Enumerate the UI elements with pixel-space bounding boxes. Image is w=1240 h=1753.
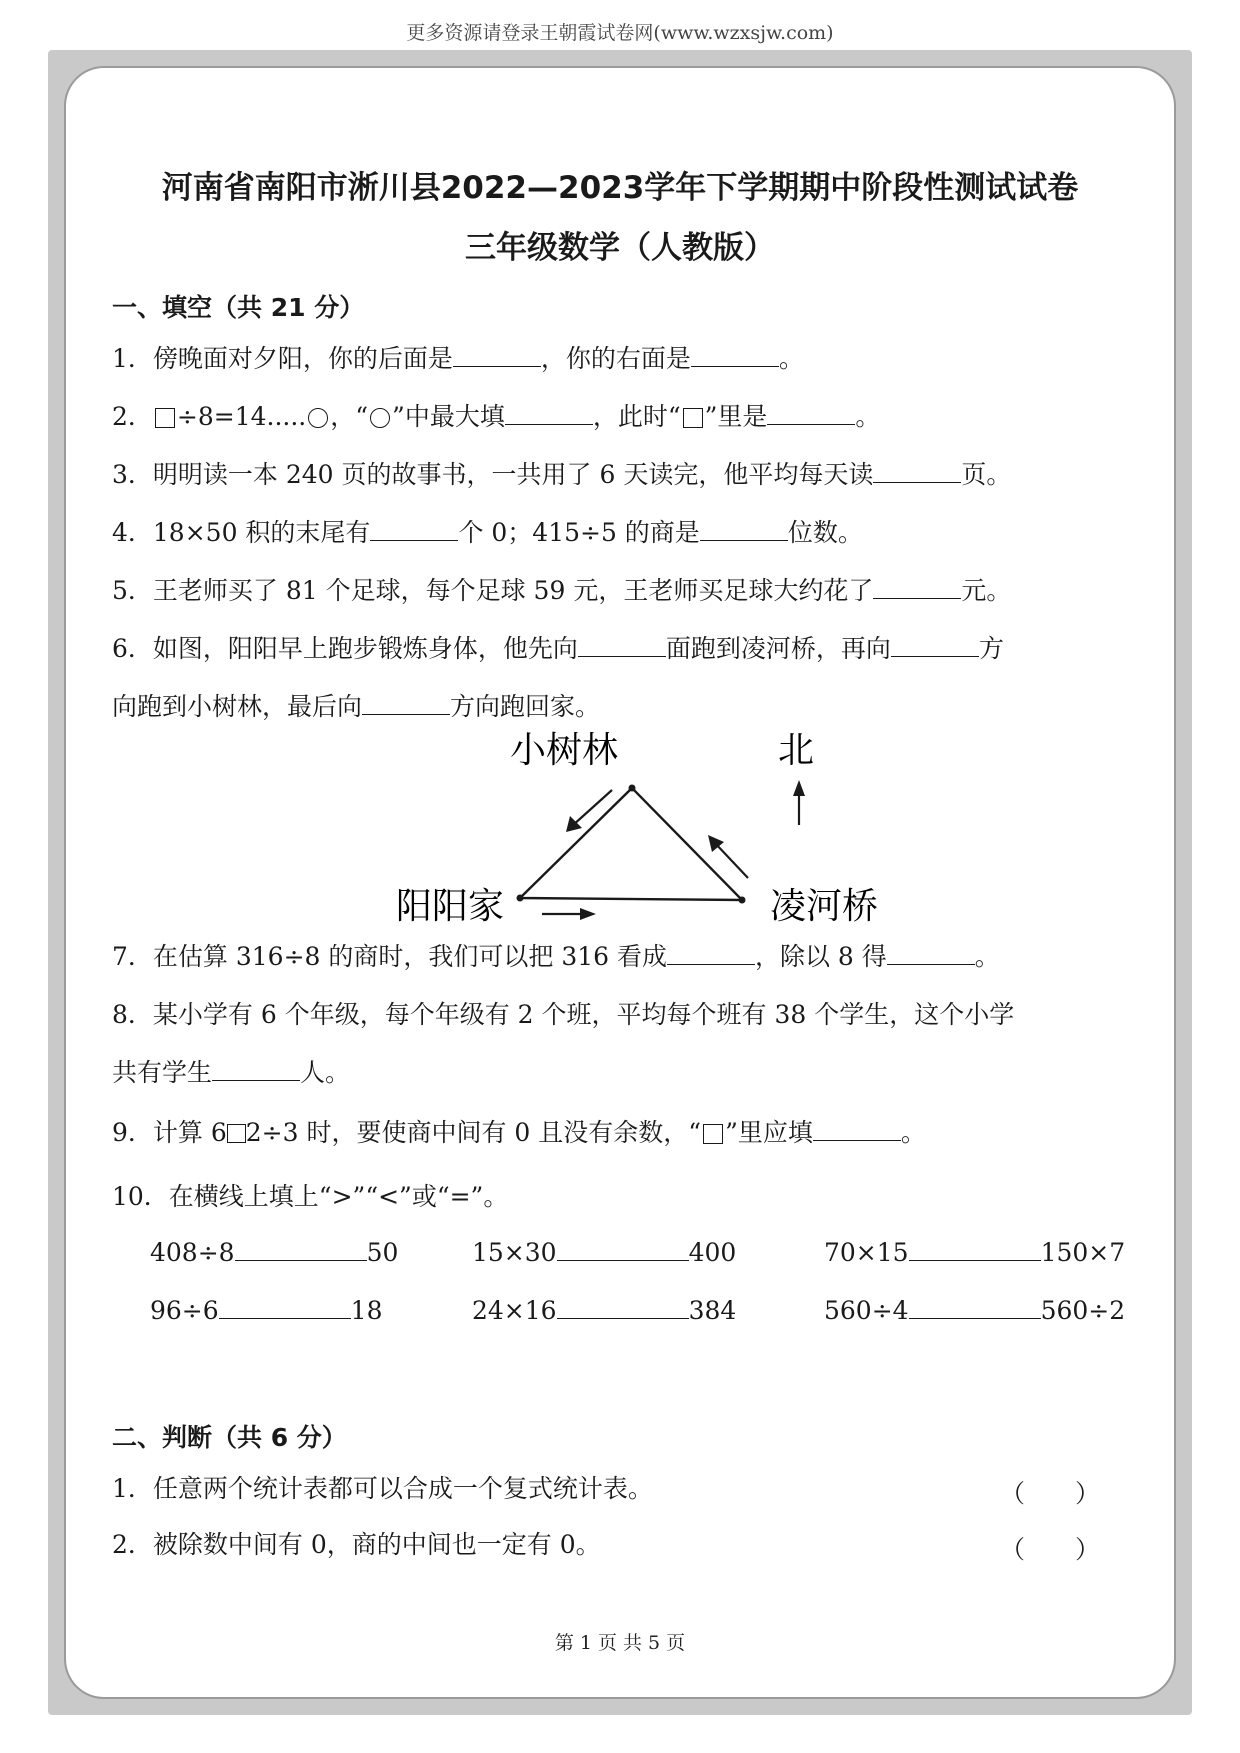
compare-right: 400 [688,1238,737,1267]
label-forest: 小树林 [510,730,619,771]
q9-text-d: 。 [900,1118,926,1147]
answer-blank[interactable] [212,1060,300,1081]
square-symbol [227,1124,246,1143]
exam-title: 河南省南阳市淅川县2022—2023学年下学期期中阶段性测试试卷 [161,170,1079,206]
q6-text-b: 面跑到凌河桥，再向 [665,634,891,663]
q2-text-a: 2． [112,402,153,431]
answer-blank[interactable] [873,578,961,599]
square-symbol [155,408,175,428]
answer-blank[interactable] [891,636,979,657]
compare-left: 560÷4 [824,1296,909,1325]
square-symbol [683,408,703,428]
judge-answer-box[interactable]: （ ） [1000,1535,1101,1564]
answer-blank[interactable] [667,944,755,965]
q2-text-e: ，此时“ [592,402,681,431]
answer-blank[interactable] [370,520,458,541]
compare-left: 96÷6 [150,1296,219,1325]
answer-blank[interactable] [235,1240,367,1261]
question-3 [112,460,1132,490]
q2-text-d: ”中最大填 [392,402,505,431]
circle-symbol [370,408,390,428]
compare-item [472,1296,736,1325]
arrow-east-icon [542,908,596,920]
compare-item [824,1238,1125,1267]
compare-right: 560÷2 [1040,1296,1126,1325]
q1-text-b: ，你的右面是 [540,344,691,373]
answer-blank[interactable] [700,520,788,541]
q4-text-b: 个 0；415÷5 的商是 [458,518,700,547]
bridge-point [739,897,746,904]
label-north: 北 [778,730,815,771]
compare-right: 50 [366,1238,399,1267]
question-6-line-1 [112,634,1132,664]
q8-text-a: 8．某小学有 6 个年级，每个年级有 2 个班，平均每个班有 38 个学生，这个小学 [112,1000,1015,1029]
question-5 [112,576,1132,606]
compare-item [472,1238,736,1267]
judge-item-1 [112,1474,1132,1504]
circle-symbol [308,408,328,428]
answer-blank[interactable] [578,636,666,657]
answer-blank[interactable] [557,1298,689,1319]
arrow-up-north-icon [793,780,805,825]
route-triangle [520,788,742,900]
square-symbol [703,1124,723,1144]
judge-text: 2．被除数中间有 0，商的中间也一定有 0。 [112,1530,601,1559]
answer-blank[interactable] [453,346,541,367]
compare-item [150,1238,398,1267]
label-bridge: 凌河桥 [770,886,879,927]
home-point [517,895,524,902]
page-footer: 第 1 页 共 5 页 [554,1632,686,1654]
compare-left: 70×15 [824,1238,909,1267]
route-diagram [390,728,910,938]
q6-text-d: 向跑到小树林，最后向 [112,692,363,721]
judge-text: 1．任意两个统计表都可以合成一个复式统计表。 [112,1474,653,1503]
answer-blank[interactable] [813,1120,901,1141]
q3-text-b: 页。 [961,460,1012,489]
answer-blank[interactable] [767,404,855,425]
arrow-southwest-icon [566,790,612,832]
answer-blank[interactable] [909,1298,1041,1319]
q2-text-c: ，“ [330,402,369,431]
q1-text-a: 1．傍晚面对夕阳，你的后面是 [112,344,453,373]
exam-subtitle: 三年级数学（人教版） [465,230,775,266]
q6-text-e: 方向跑回家。 [450,692,601,721]
judge-answer-box[interactable]: （ ） [1000,1479,1101,1508]
question-8-line-2 [112,1058,1132,1088]
question-6-line-2 [112,692,1132,722]
answer-blank[interactable] [557,1240,689,1261]
header-banner: 更多资源请登录王朝霞试卷网(www.wzxsjw.com) [406,22,834,44]
question-8-line-1 [112,1000,1132,1030]
q2-text-g: 。 [855,402,881,431]
compare-item [824,1296,1125,1325]
compare-item [150,1296,382,1325]
compare-right: 384 [688,1296,737,1325]
compare-left: 408÷8 [150,1238,235,1267]
compare-left: 24×16 [472,1296,557,1325]
answer-blank[interactable] [219,1298,351,1319]
label-home: 阳阳家 [396,886,505,927]
answer-blank[interactable] [887,944,975,965]
answer-blank[interactable] [505,404,593,425]
forest-point [629,785,636,792]
answer-blank[interactable] [362,694,450,715]
compare-right: 150×7 [1040,1238,1126,1267]
section2-heading: 二、判断（共 6 分） [112,1423,347,1452]
question-9 [112,1118,1132,1148]
compare-right: 18 [350,1296,383,1325]
question-4 [112,518,1132,548]
q2-text-b: ÷8=14..... [176,402,307,431]
q1-text-c: 。 [778,344,804,373]
q6-text-c: 方 [978,634,1004,663]
q5-text-b: 元。 [961,576,1012,605]
q3-text-a: 3．明明读一本 240 页的故事书，一共用了 6 天读完，他平均每天读 [112,460,874,489]
q10-text: 10．在横线上填上“>”“<”或“=”。 [112,1182,509,1211]
answer-blank[interactable] [873,462,961,483]
question-1 [112,344,1132,374]
section1-heading: 一、填空（共 21 分） [112,293,365,322]
answer-blank[interactable] [909,1240,1041,1261]
q7-text-c: 。 [974,942,1000,971]
answer-blank[interactable] [691,346,779,367]
question-7 [112,942,1132,972]
q9-text-c: ”里应填 [725,1118,813,1147]
q8-text-c: 人。 [300,1058,351,1087]
q6-text-a: 6．如图，阳阳早上跑步锻炼身体，他先向 [112,634,578,663]
q4-text-a: 4．18×50 积的末尾有 [112,518,371,547]
q7-text-b: ，除以 8 得 [754,942,887,971]
judge-item-2 [112,1530,1132,1560]
compare-left: 15×30 [472,1238,557,1267]
q9-text-b: 2÷3 时，要使商中间有 0 且没有余数，“ [245,1118,702,1147]
q8-text-b: 共有学生 [112,1058,213,1087]
q5-text-a: 5．王老师买了 81 个足球，每个足球 59 元，王老师买足球大约花了 [112,576,874,605]
q7-text-a: 7．在估算 316÷8 的商时，我们可以把 316 看成 [112,942,667,971]
q2-text-f: ”里是 [704,402,768,431]
question-10 [112,1182,1132,1212]
question-2 [112,402,1132,432]
q9-text-a: 9．计算 6 [112,1118,227,1147]
q4-text-c: 位数。 [787,518,863,547]
